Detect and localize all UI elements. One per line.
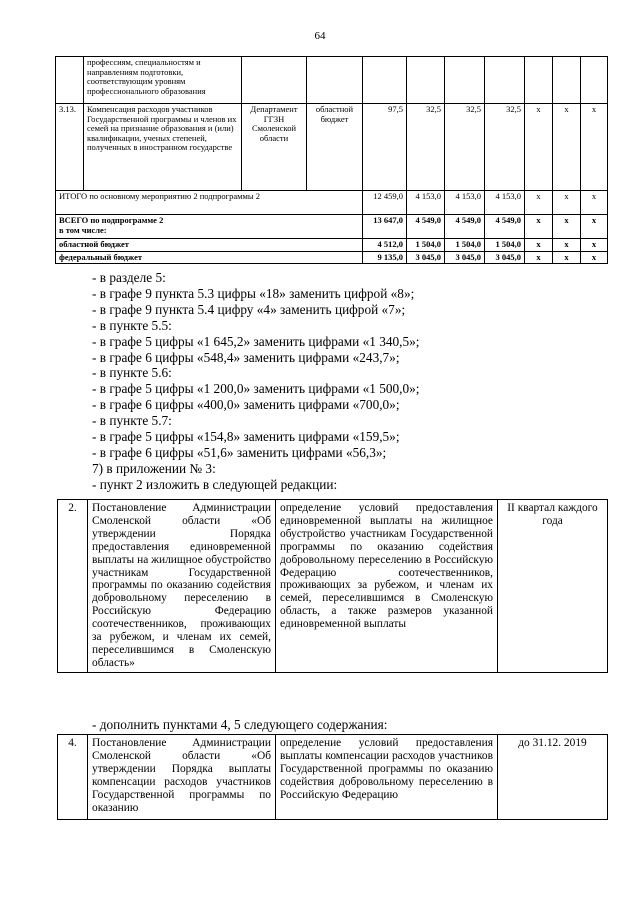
vsego-sub: в том числе: (59, 224, 107, 235)
table-cell (445, 239, 485, 252)
paragraph: - в пункте 5.6: (92, 365, 172, 381)
table-cell: x (525, 191, 553, 215)
vsego-label: ВСЕГО по подпрограмме 2 (59, 215, 164, 225)
page-number: 64 (314, 30, 326, 42)
table-cell (525, 239, 553, 252)
item-number: 4. (58, 735, 88, 820)
table-row (56, 57, 608, 104)
cell-value: 4 512,0 (377, 239, 403, 249)
table-cell (581, 215, 608, 239)
cell-value: x (536, 215, 541, 225)
cell-value: 1 504,0 (495, 239, 521, 249)
table-row (56, 251, 608, 264)
cell-value: x (564, 239, 569, 249)
cell-value: 3 045,0 (455, 251, 481, 262)
table-cell (407, 215, 445, 239)
table-cell (485, 215, 525, 239)
table-cell: x (553, 191, 581, 215)
table-row (58, 500, 608, 673)
cell-value: x (591, 251, 597, 262)
paragraph: - пункт 2 изложить в следующей редакции: (92, 476, 338, 492)
paragraph: - в графе 9 пункта 5.3 цифры «18» заменить цифрой «8»; (92, 285, 415, 301)
table-cell: x (553, 104, 581, 191)
table-cell: 97,5 (363, 104, 407, 191)
cell-value: 1 504,0 (415, 239, 441, 249)
table-row (56, 239, 608, 252)
table-cell (407, 251, 445, 264)
table-cell: профессиям, специальностям и направлениям подготовки, соответствующим уровням профессионального образования (84, 57, 242, 104)
cell-value: x (591, 215, 597, 225)
paragraph: 7) в приложении № 3: (92, 460, 216, 476)
table-cell (363, 215, 407, 239)
program-table-item-2 (57, 499, 608, 673)
item-number: 2. (58, 500, 88, 673)
cell-value: x (564, 215, 569, 225)
table-cell: x (581, 104, 608, 191)
table-cell (553, 215, 581, 239)
table-cell (525, 215, 553, 239)
budget-table (55, 56, 608, 264)
paragraph: - в графе 6 цифры «548,4» заменить цифрами «243,7»; (92, 349, 400, 365)
paragraph: - в графе 6 цифры «51,6» заменить цифрами «56,3»; (92, 444, 387, 460)
item-term: до 31.12. 2019 (498, 735, 608, 820)
row-number: 3.13. (56, 104, 84, 191)
table-cell: 32,5 (485, 104, 525, 191)
paragraph: - в пункте 5.7: (92, 413, 172, 429)
table-cell (363, 239, 407, 252)
amendments-text (92, 270, 419, 493)
table-row (56, 104, 608, 191)
table-cell: Департамент ГГЗН Смоленской области (242, 104, 307, 191)
table-cell: ИТОГО по основному мероприятию 2 подпрограммы 2 (56, 191, 363, 215)
cell-value: x (536, 239, 541, 249)
table-cell (485, 251, 525, 264)
paragraph: - в графе 5 цифры «1 200,0» заменить цифрами «1 500,0»; (92, 381, 420, 397)
table-cell (445, 215, 485, 239)
paragraph: - в графе 5 цифры «154,8» заменить цифрами «159,5»; (92, 429, 400, 445)
item-description: определение условий предоставления выплаты компенсации расходов участников Государственной программы по оказанию содействия добровольному переселению в Российскую Федерацию (276, 735, 498, 820)
table-cell: 32,5 (445, 104, 485, 191)
table-cell: 4 153,0 (445, 191, 485, 215)
program-table-item-4 (57, 734, 608, 820)
paragraph: - дополнить пунктами 4, 5 следующего содержания: (92, 717, 388, 732)
cell-value: 3 045,0 (415, 251, 441, 262)
cell-value: 4 549,0 (455, 215, 481, 225)
table-cell: 32,5 (407, 104, 445, 191)
table-cell (553, 251, 581, 264)
table-cell (485, 239, 525, 252)
table-cell: 4 153,0 (485, 191, 525, 215)
cell-value: 9 135,0 (377, 251, 403, 262)
table-cell (56, 215, 363, 239)
cell-value: x (564, 251, 569, 262)
cell-value: x (591, 239, 597, 249)
paragraph: - в графе 9 пункта 5.4 цифру «4» заменить цифрой «7»; (92, 301, 406, 317)
table-row (56, 191, 608, 215)
table-cell (56, 239, 363, 252)
table-cell: x (525, 104, 553, 191)
cell-value: 4 549,0 (495, 215, 521, 225)
cell-value: областной бюджет (59, 239, 129, 249)
table-cell: 12 459,0 (363, 191, 407, 215)
paragraph: - в графе 6 цифры «400,0» заменить цифрами «700,0»; (92, 397, 400, 413)
cell-value: 4 549,0 (415, 215, 441, 225)
table-row (58, 735, 608, 820)
table-cell (525, 251, 553, 264)
item-description: определение условий предоставления единовременной выплаты на жилищное обустройство участникам Государственной программы по оказанию содействия добровольному переселению в Российскую Федерацию соотечественников, проживающих за рубежом, и членам их семей, переселившимся в Смоленскую область, а также размеров указанной единовременной выплаты (276, 500, 498, 673)
table-cell (553, 239, 581, 252)
table-cell (363, 251, 407, 264)
paragraph: - в графе 5 цифры «1 645,2» заменить цифрами «1 340,5»; (92, 333, 420, 349)
table-cell: x (581, 191, 608, 215)
cell-value: x (536, 251, 541, 262)
cell-value: 13 647,0 (373, 215, 403, 225)
table-cell (407, 239, 445, 252)
paragraph: - в разделе 5: (92, 270, 166, 285)
cell-value: 3 045,0 (495, 251, 521, 262)
table-cell (445, 251, 485, 264)
table-cell: 4 153,0 (407, 191, 445, 215)
table-row (56, 215, 608, 239)
cell-value: 1 504,0 (455, 239, 481, 249)
cell-value: федеральный бюджет (59, 251, 143, 262)
paragraph: - в пункте 5.5: (92, 317, 172, 333)
document-name: Постановление Администрации Смоленской области «Об утверждении Порядка выплаты компенсации расходов участников Государственной программы по оказанию (88, 735, 276, 820)
table-cell (56, 251, 363, 264)
table-cell (581, 251, 608, 264)
document-name: Постановление Администрации Смоленской области «Об утверждении Порядка предоставления единовременной выплаты на жилищное обустройство участникам Государственной программы по оказанию содействия добровольному переселению в Российскую Федерацию соотечественников, проживающих за рубежом, и членам их семей, переселившимся в Смоленскую область» (88, 500, 276, 673)
item-term: II квартал каждого года (498, 500, 608, 673)
table-cell: областной бюджет (307, 104, 363, 191)
table-cell (581, 239, 608, 252)
table-cell: Компенсация расходов участников Государственной программы и членов их семей на признание образования и (или) квалификации, ученых степеней, полученных в иностранном государстве (84, 104, 242, 191)
